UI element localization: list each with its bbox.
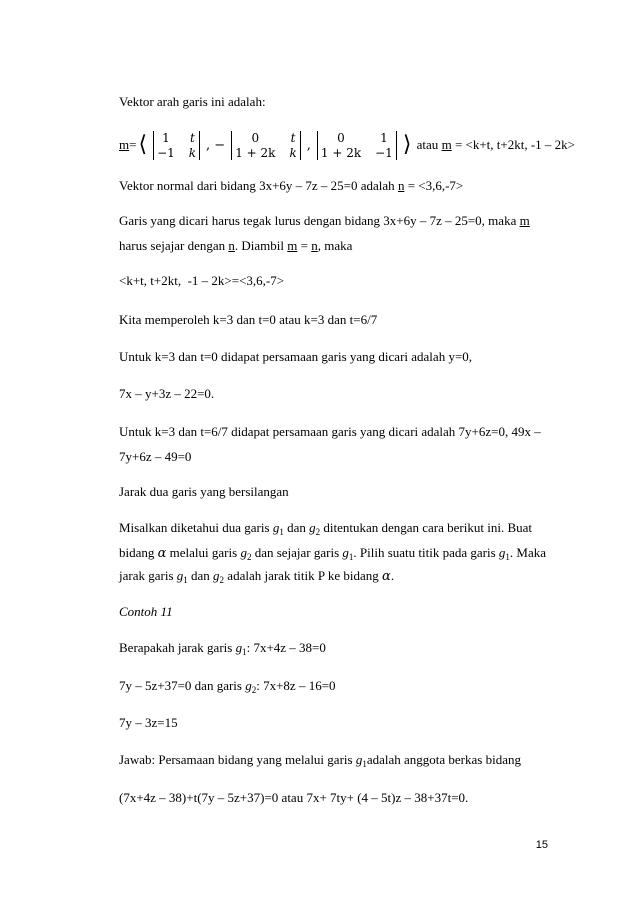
text-line: 7y+6z – 49=0: [119, 449, 192, 464]
right-angle-bracket: ⟩: [402, 132, 412, 157]
text-line: Untuk k=3 dan t=6/7 didapat persamaan garis yang dicari adalah 7y+6z=0, 49x –: [119, 424, 541, 439]
section-heading: Jarak dua garis yang bersilangan: [119, 484, 289, 499]
text-line: harus sejajar dengan n. Diambil m = n, maka: [119, 238, 353, 253]
text-line: jarak garis $g_1$ dan $g_2$ adalah jarak titik P ke bidang α.: [119, 568, 395, 585]
text-line: bidang α melalui garis $g_2$ dan sejajar garis $g_1$. Pilih suatu titik pada garis $g_1$. Maka: [119, 545, 547, 562]
separator: , −: [206, 137, 226, 153]
direction-vector-formula: m = ⟨ 1 t −1 k , − 0 t 1 + 2k k , 0 1 1 + 2k −1 ⟩ atau m = <k+t, t+2kt, -1 – 2k>: [119, 130, 576, 160]
text-line: (7x+4z – 38)+t(7y – 5z+37)=0 atau 7x+ 7ty+ (4 – 5t)z – 38+37t=0.: [119, 790, 469, 805]
text-line: Jawab: Persamaan bidang yang melalui garis $g_1adalah$ anggota berkas bidang: [119, 752, 521, 769]
text-line: Vektor normal dari bidang 3x+6y – 7z – 25=0 adalah n = <3,6,-7>: [119, 178, 464, 193]
vector-m: m: [119, 137, 130, 152]
text-line: Garis yang dicari harus tegak lurus dengan bidang 3x+6y – 7z – 25=0, maka m: [119, 213, 530, 228]
text-line: Berapakah jarak garis $g_1$: 7x+4z – 38=0: [119, 640, 326, 657]
text-line: 7y – 3z=15: [119, 715, 178, 730]
text-line: 7x – y+3z – 22=0.: [119, 386, 215, 401]
text-line: [119, 94, 266, 110]
page-number: 15: [535, 839, 548, 851]
separator: ,: [306, 137, 311, 153]
determinant-3: 0 1 1 + 2k −1: [314, 131, 400, 160]
text-line: 7y – 5z+37=0 dan garis $g_2$: 7x+8z – 16=0: [119, 678, 336, 695]
determinant-1: 1 t −1 k: [150, 131, 203, 160]
text-line: Kita memperoleh k=3 dan t=0 atau k=3 dan t=6/7: [119, 312, 378, 327]
vector-m: m: [441, 137, 452, 152]
determinant-2: 0 t 1 + 2k k: [228, 131, 304, 160]
text: =: [129, 137, 137, 152]
text-line: Misalkan diketahui dua garis $g_1$ dan $g_2$ ditentukan dengan cara berikut ini. Buat: [119, 520, 532, 537]
left-angle-bracket: ⟨: [138, 132, 148, 157]
text-line: Untuk k=3 dan t=0 didapat persamaan garis yang dicari adalah y=0,: [119, 349, 473, 364]
text-line: <k+t, t+2kt, -1 – 2k>=<3,6,-7>: [119, 273, 285, 288]
example-heading: Contoh 11: [119, 604, 173, 619]
text: Vektor arah garis ini adalah:: [119, 94, 266, 109]
